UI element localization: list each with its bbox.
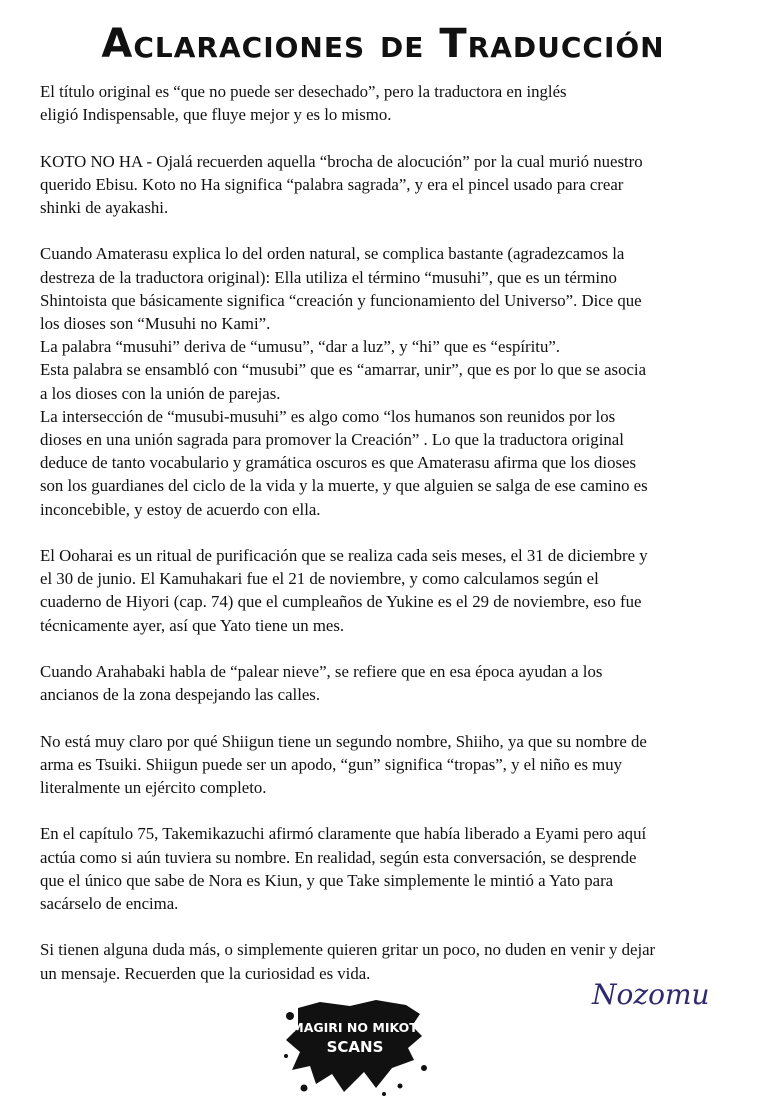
- paragraph: [40, 544, 740, 637]
- text-line: En el capítulo 75, Takemikazuchi afirmó claramente que había liberado a Eyami pero aquí: [40, 824, 647, 844]
- text-line: querido Ebisu. Koto no Ha significa “palabra sagrada”, y era el pincel usado para crear: [40, 174, 624, 194]
- text-line: que el único que sabe de Nora es Kiun, y que Take simplemente le mintió a Yato para: [40, 870, 614, 890]
- text-line: son los guardianes del ciclo de la vida y la muerte, y que alguien se salga de ese camino es: [40, 476, 648, 496]
- logo-line-1: AMAGIRI NO MIKOTO: [281, 1020, 429, 1035]
- translator-signature: Nozomu: [592, 978, 710, 1011]
- text-line: dioses en una unión sagrada para promover la Creación” . Lo que la traductora original: [40, 430, 624, 450]
- text-line: sacárselo de encima.: [40, 894, 179, 914]
- logo-line-2: SCANS: [326, 1038, 384, 1056]
- text-line: inconcebible, y estoy de acuerdo con ella.: [40, 499, 321, 519]
- text-line: Si tienen alguna duda más, o simplemente quieren gritar un poco, no duden en venir y dejar: [40, 940, 656, 960]
- text-line: shinki de ayakashi.: [40, 198, 169, 217]
- text-line: No está muy claro por qué Shiigun tiene un segundo nombre, Shiiho, ya que su nombre de: [40, 731, 647, 751]
- text-line: a los dioses con la unión de parejas.: [40, 383, 281, 403]
- text-line: eligió Indispensable, que fluye mejor y es lo mismo.: [40, 105, 392, 125]
- text-line: el 30 de junio. El Kamuhakari fue el 21 de noviembre, y como calculamos según el: [40, 569, 599, 589]
- text-line: actúa como si aún tuviera su nombre. En realidad, según esta conversación, se desprende: [40, 847, 637, 867]
- paragraph-lead: KOTO NO HA -: [40, 151, 153, 171]
- text-line: ancianos de la zona despejando las calles.: [40, 685, 321, 705]
- text-line: El título original es “que no puede ser desechado”, pero la traductora en inglés: [40, 82, 567, 101]
- text-line: deduce de tanto vocabulario y gramática oscuros es que Amaterasu afirma que los dioses: [40, 453, 636, 473]
- paragraph: [40, 150, 740, 220]
- text-line: El Ooharai es un ritual de purificación que se realiza cada seis meses, el 31 de diciembre y: [40, 546, 648, 566]
- text-line: [40, 150, 740, 173]
- text-line-rest: Ojalá recuerden aquella “brocha de alocución” por la cual murió nuestro: [152, 151, 643, 171]
- page-title: Aclaraciones de Traducción: [101, 21, 665, 67]
- text-line: destreza de la traductora original): Ella utiliza el término “musuhi”, que es un término: [40, 267, 617, 287]
- text-line: Esta palabra se ensambló con “musubi” que es “amarrar, unir”, que es por lo que se asocia: [40, 360, 647, 380]
- text-line: un mensaje. Recuerden que la curiosidad es vida.: [40, 963, 371, 983]
- paragraph: [40, 242, 740, 520]
- text-line: Cuando Amaterasu explica lo del orden natural, se complica bastante (agradezcamos la: [40, 244, 625, 264]
- scanlation-logo: [280, 996, 430, 1096]
- text-line: La palabra “musuhi” deriva de “umusu”, “dar a luz”, y “hi” que es “espíritu”.: [40, 337, 560, 357]
- text-line: Cuando Arahabaki habla de “palear nieve”, se refiere que en esa época ayudan a los: [40, 662, 603, 682]
- text-line: cuaderno de Hiyori (cap. 74) que el cumpleaños de Yukine es el 29 de noviembre, eso fue: [40, 592, 642, 612]
- text-line: los dioses son “Musuhi no Kami”.: [40, 314, 271, 333]
- text-line: La intersección de “musubi-musuhi” es algo como “los humanos son reunidos por los: [40, 406, 616, 426]
- paragraph: [40, 822, 740, 915]
- notes-body: [40, 80, 740, 1008]
- text-line: literalmente un ejército completo.: [40, 778, 267, 798]
- text-line: arma es Tsuiki. Shiigun puede ser un apodo, “gun” significa “tropas”, y el niño es muy: [40, 754, 623, 774]
- paragraph: [40, 730, 740, 800]
- ink-splatter-logo-icon: [280, 996, 430, 1096]
- text-line: Shintoista que básicamente significa “creación y funcionamiento del Universo”. Dice que: [40, 290, 642, 310]
- paragraph: [40, 660, 740, 706]
- paragraph: [40, 80, 740, 126]
- text-line: técnicamente ayer, así que Yato tiene un mes.: [40, 615, 345, 635]
